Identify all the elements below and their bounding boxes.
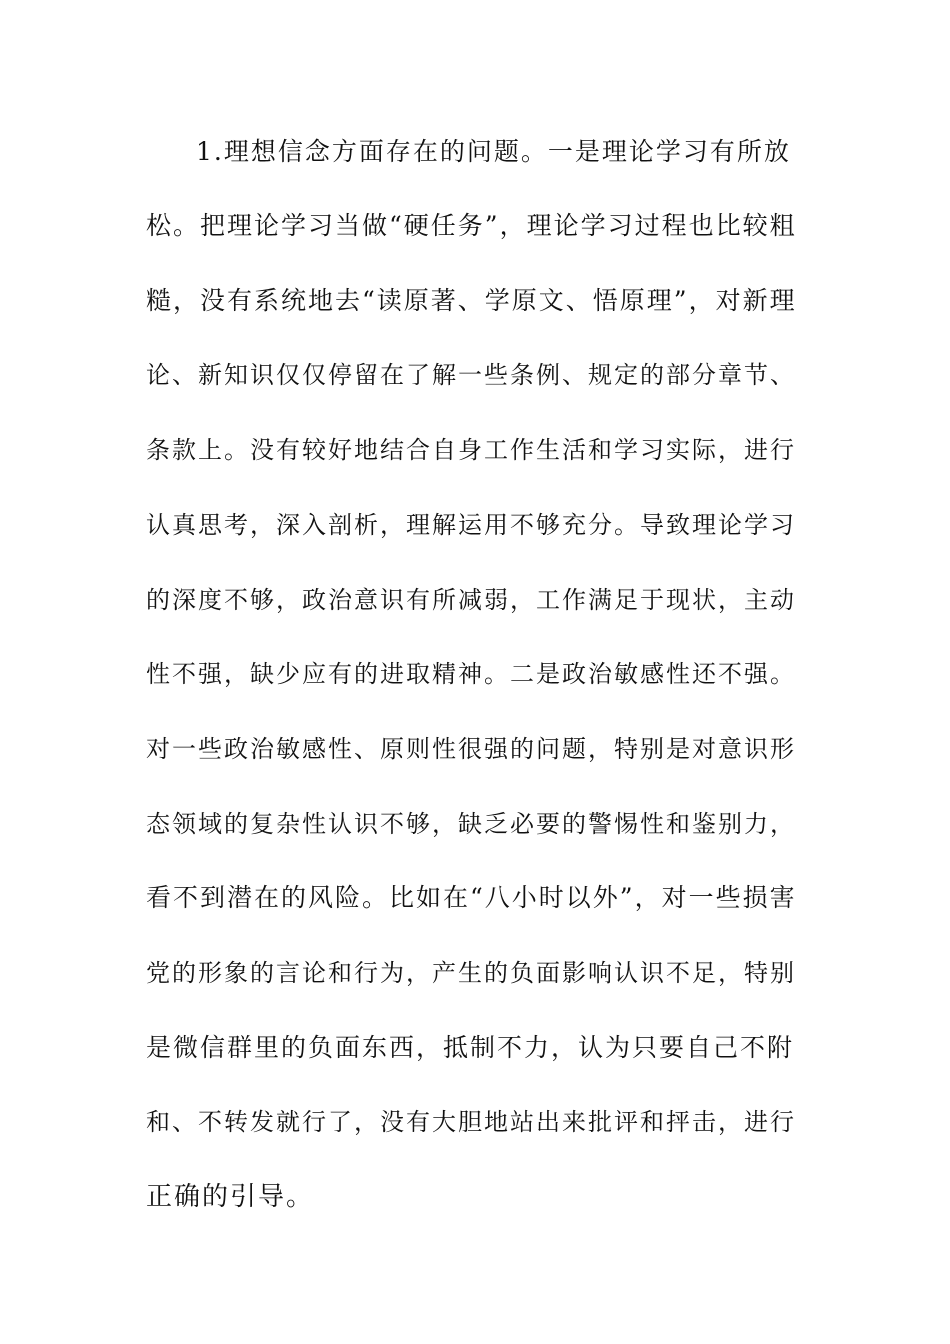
paragraph-line: 论、新知识仅仅停留在了解一些条例、规定的部分章节、 bbox=[146, 361, 796, 389]
paragraph-line: 的深度不够，政治意识有所减弱，工作满足于现状，主动 bbox=[146, 586, 796, 614]
paragraph-line: 性不强，缺少应有的进取精神。二是政治敏感性还不强。 bbox=[146, 660, 796, 688]
paragraph-line: 对一些政治敏感性、原则性很强的问题，特别是对意识形 bbox=[146, 735, 796, 763]
paragraph-line: 1.理想信念方面存在的问题。一是理论学习有所放 bbox=[196, 137, 791, 166]
paragraph-line: 党的形象的言论和行为，产生的负面影响认识不足，特别 bbox=[146, 959, 796, 987]
paragraph-line: 态领域的复杂性认识不够，缺乏必要的警惕性和鉴别力， bbox=[146, 810, 796, 838]
paragraph-line: 看不到潜在的风险。比如在“八小时以外”，对一些损害 bbox=[146, 883, 797, 912]
paragraph-line: 正确的引导。 bbox=[146, 1182, 315, 1212]
paragraph-line: 认真思考，深入剖析，理解运用不够充分。导致理论学习 bbox=[146, 511, 796, 539]
paragraph-line: 松。把理论学习当做“硬任务”，理论学习过程也比较粗 bbox=[146, 211, 797, 240]
paragraph-line: 糙，没有系统地去“读原著、学原文、悟原理”，对新理 bbox=[146, 286, 797, 315]
paragraph-line: 条款上。没有较好地结合自身工作生活和学习实际，进行 bbox=[146, 436, 796, 464]
paragraph-line: 是微信群里的负面东西，抵制不力，认为只要自己不附 bbox=[146, 1033, 795, 1062]
paragraph-line: 和、不转发就行了，没有大胆地站出来批评和抨击，进行 bbox=[146, 1108, 796, 1136]
